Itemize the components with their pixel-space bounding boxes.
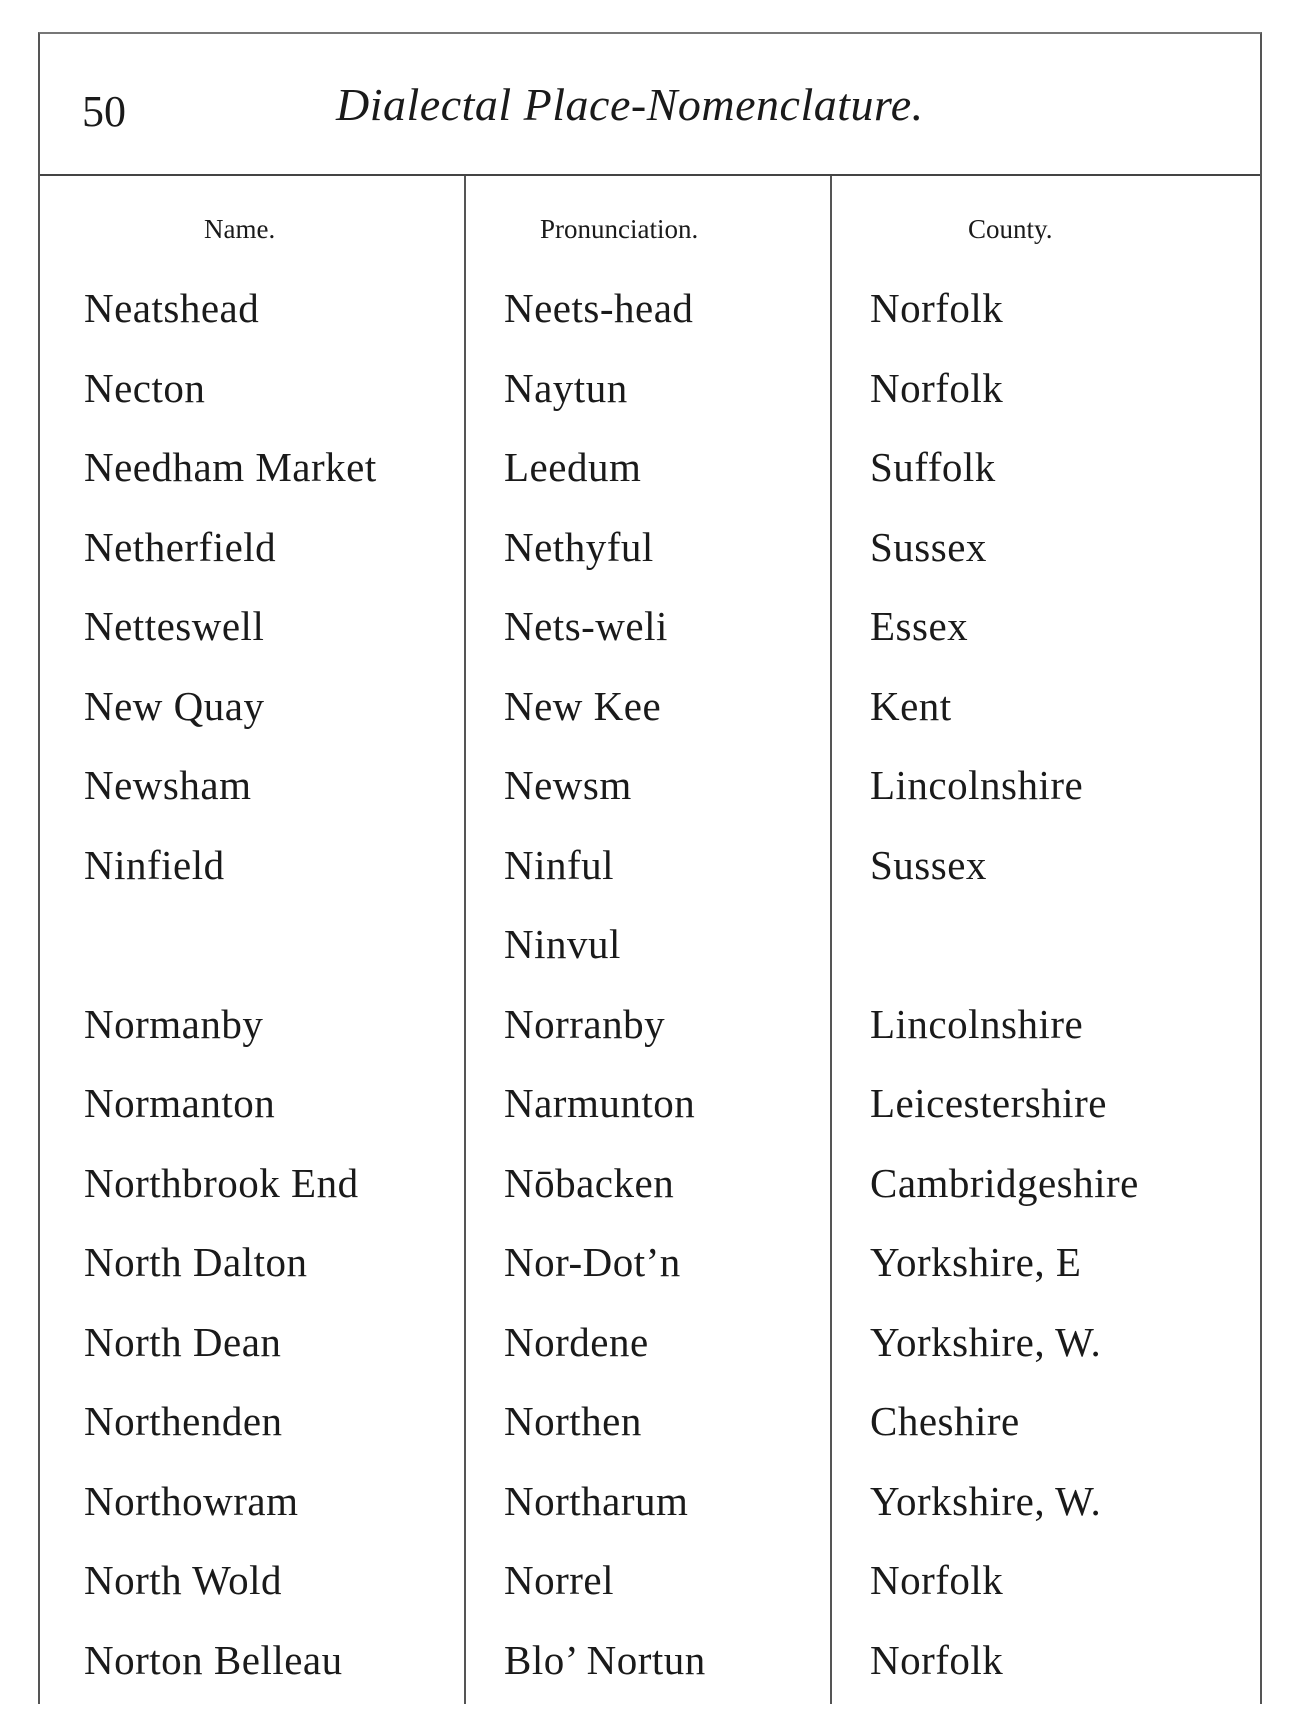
pronunciation-cell: Neets-head: [504, 285, 694, 331]
book-page: [38, 32, 1262, 1704]
place-name-cell: North Dean: [84, 1318, 282, 1365]
county-cell: Leicestershire: [870, 1080, 1107, 1126]
place-name-cell: Netteswell: [84, 603, 265, 649]
pronunciation-cell: Northen: [504, 1398, 642, 1444]
county-cell: Yorkshire, W.: [870, 1318, 1102, 1365]
place-name-cell: Newsham: [84, 762, 252, 808]
table-row: [40, 841, 1260, 921]
county-cell: Norfolk: [870, 1557, 1004, 1603]
county-cell: Sussex: [870, 523, 987, 570]
county-cell: Cheshire: [870, 1398, 1020, 1444]
county-cell: Yorkshire, W.: [870, 1477, 1102, 1524]
pronunciation-cell: Norranby: [504, 1000, 666, 1047]
county-cell: Yorkshire, E: [870, 1239, 1082, 1285]
pronunciation-cell: Ninvul: [504, 921, 621, 967]
pronunciation-cell: Nethyful: [504, 523, 654, 570]
place-name-cell: Ninfield: [84, 841, 225, 888]
table-row: [40, 920, 1260, 1000]
county-cell: Cambridgeshire: [870, 1159, 1139, 1206]
pronunciation-cell: Nōbacken: [504, 1159, 675, 1206]
column-header-name: Name.: [204, 214, 276, 244]
pronunciation-cell: Ninful: [504, 841, 615, 888]
page-number: 50: [82, 87, 126, 136]
table-row: [40, 1397, 1260, 1477]
pronunciation-cell: Newsm: [504, 762, 632, 808]
table-row: [40, 284, 1260, 364]
place-name-cell: Necton: [84, 364, 206, 411]
column-header-county: County.: [968, 214, 1053, 244]
table-row: [40, 761, 1260, 841]
pronunciation-cell: Nor-Dot’n: [504, 1239, 681, 1285]
place-name-cell: Norton Belleau: [84, 1636, 343, 1683]
place-name-cell: Normanby: [84, 1000, 264, 1047]
page-header: [40, 34, 1260, 176]
county-cell: Lincolnshire: [870, 762, 1084, 808]
table-row: [40, 364, 1260, 444]
pronunciation-cell: Norrel: [504, 1557, 615, 1603]
table-row: [40, 443, 1260, 523]
table-row: [40, 1159, 1260, 1239]
pronunciation-cell: Nordene: [504, 1318, 649, 1365]
pronunciation-cell: Blo’ Nortun: [504, 1636, 706, 1683]
table-row: [40, 1238, 1260, 1318]
county-cell: Kent: [870, 682, 952, 729]
pronunciation-cell: Narmunton: [504, 1080, 696, 1126]
table-row: [40, 1318, 1260, 1398]
place-name-cell: Northbrook End: [84, 1159, 359, 1206]
place-name-cell: Needham Market: [84, 444, 377, 490]
column-header-pronunciation: Pronunciation.: [540, 214, 699, 244]
table-row: [40, 1636, 1260, 1716]
running-title: Dialectal Place-Nomenclature.: [336, 79, 924, 130]
table-body: [40, 284, 1260, 1715]
pronunciation-cell: Naytun: [504, 364, 628, 411]
place-name-cell: North Dalton: [84, 1239, 308, 1285]
place-name-cell: North Wold: [84, 1557, 282, 1603]
table-row: [40, 1556, 1260, 1636]
county-cell: Suffolk: [870, 444, 996, 490]
county-cell: Norfolk: [870, 1636, 1004, 1683]
place-name-cell: Northowram: [84, 1477, 299, 1524]
place-name-cell: Netherfield: [84, 523, 277, 570]
place-name-cell: Northenden: [84, 1398, 283, 1444]
pronunciation-cell: Northarum: [504, 1477, 689, 1524]
table-row: [40, 1477, 1260, 1557]
table-row: [40, 1000, 1260, 1080]
county-cell: Essex: [870, 603, 969, 649]
county-cell: Lincolnshire: [870, 1000, 1084, 1047]
table-row: [40, 682, 1260, 762]
place-name-cell: Normanton: [84, 1080, 276, 1126]
place-name-cell: Neatshead: [84, 285, 260, 331]
pronunciation-cell: Leedum: [504, 444, 642, 490]
table-row: [40, 602, 1260, 682]
table-row: [40, 1079, 1260, 1159]
county-cell: Norfolk: [870, 285, 1004, 331]
county-cell: Sussex: [870, 841, 987, 888]
pronunciation-cell: New Kee: [504, 682, 662, 729]
county-cell: Norfolk: [870, 364, 1004, 411]
place-name-cell: New Quay: [84, 682, 265, 729]
table-row: [40, 523, 1260, 603]
pronunciation-cell: Nets-weli: [504, 603, 668, 649]
